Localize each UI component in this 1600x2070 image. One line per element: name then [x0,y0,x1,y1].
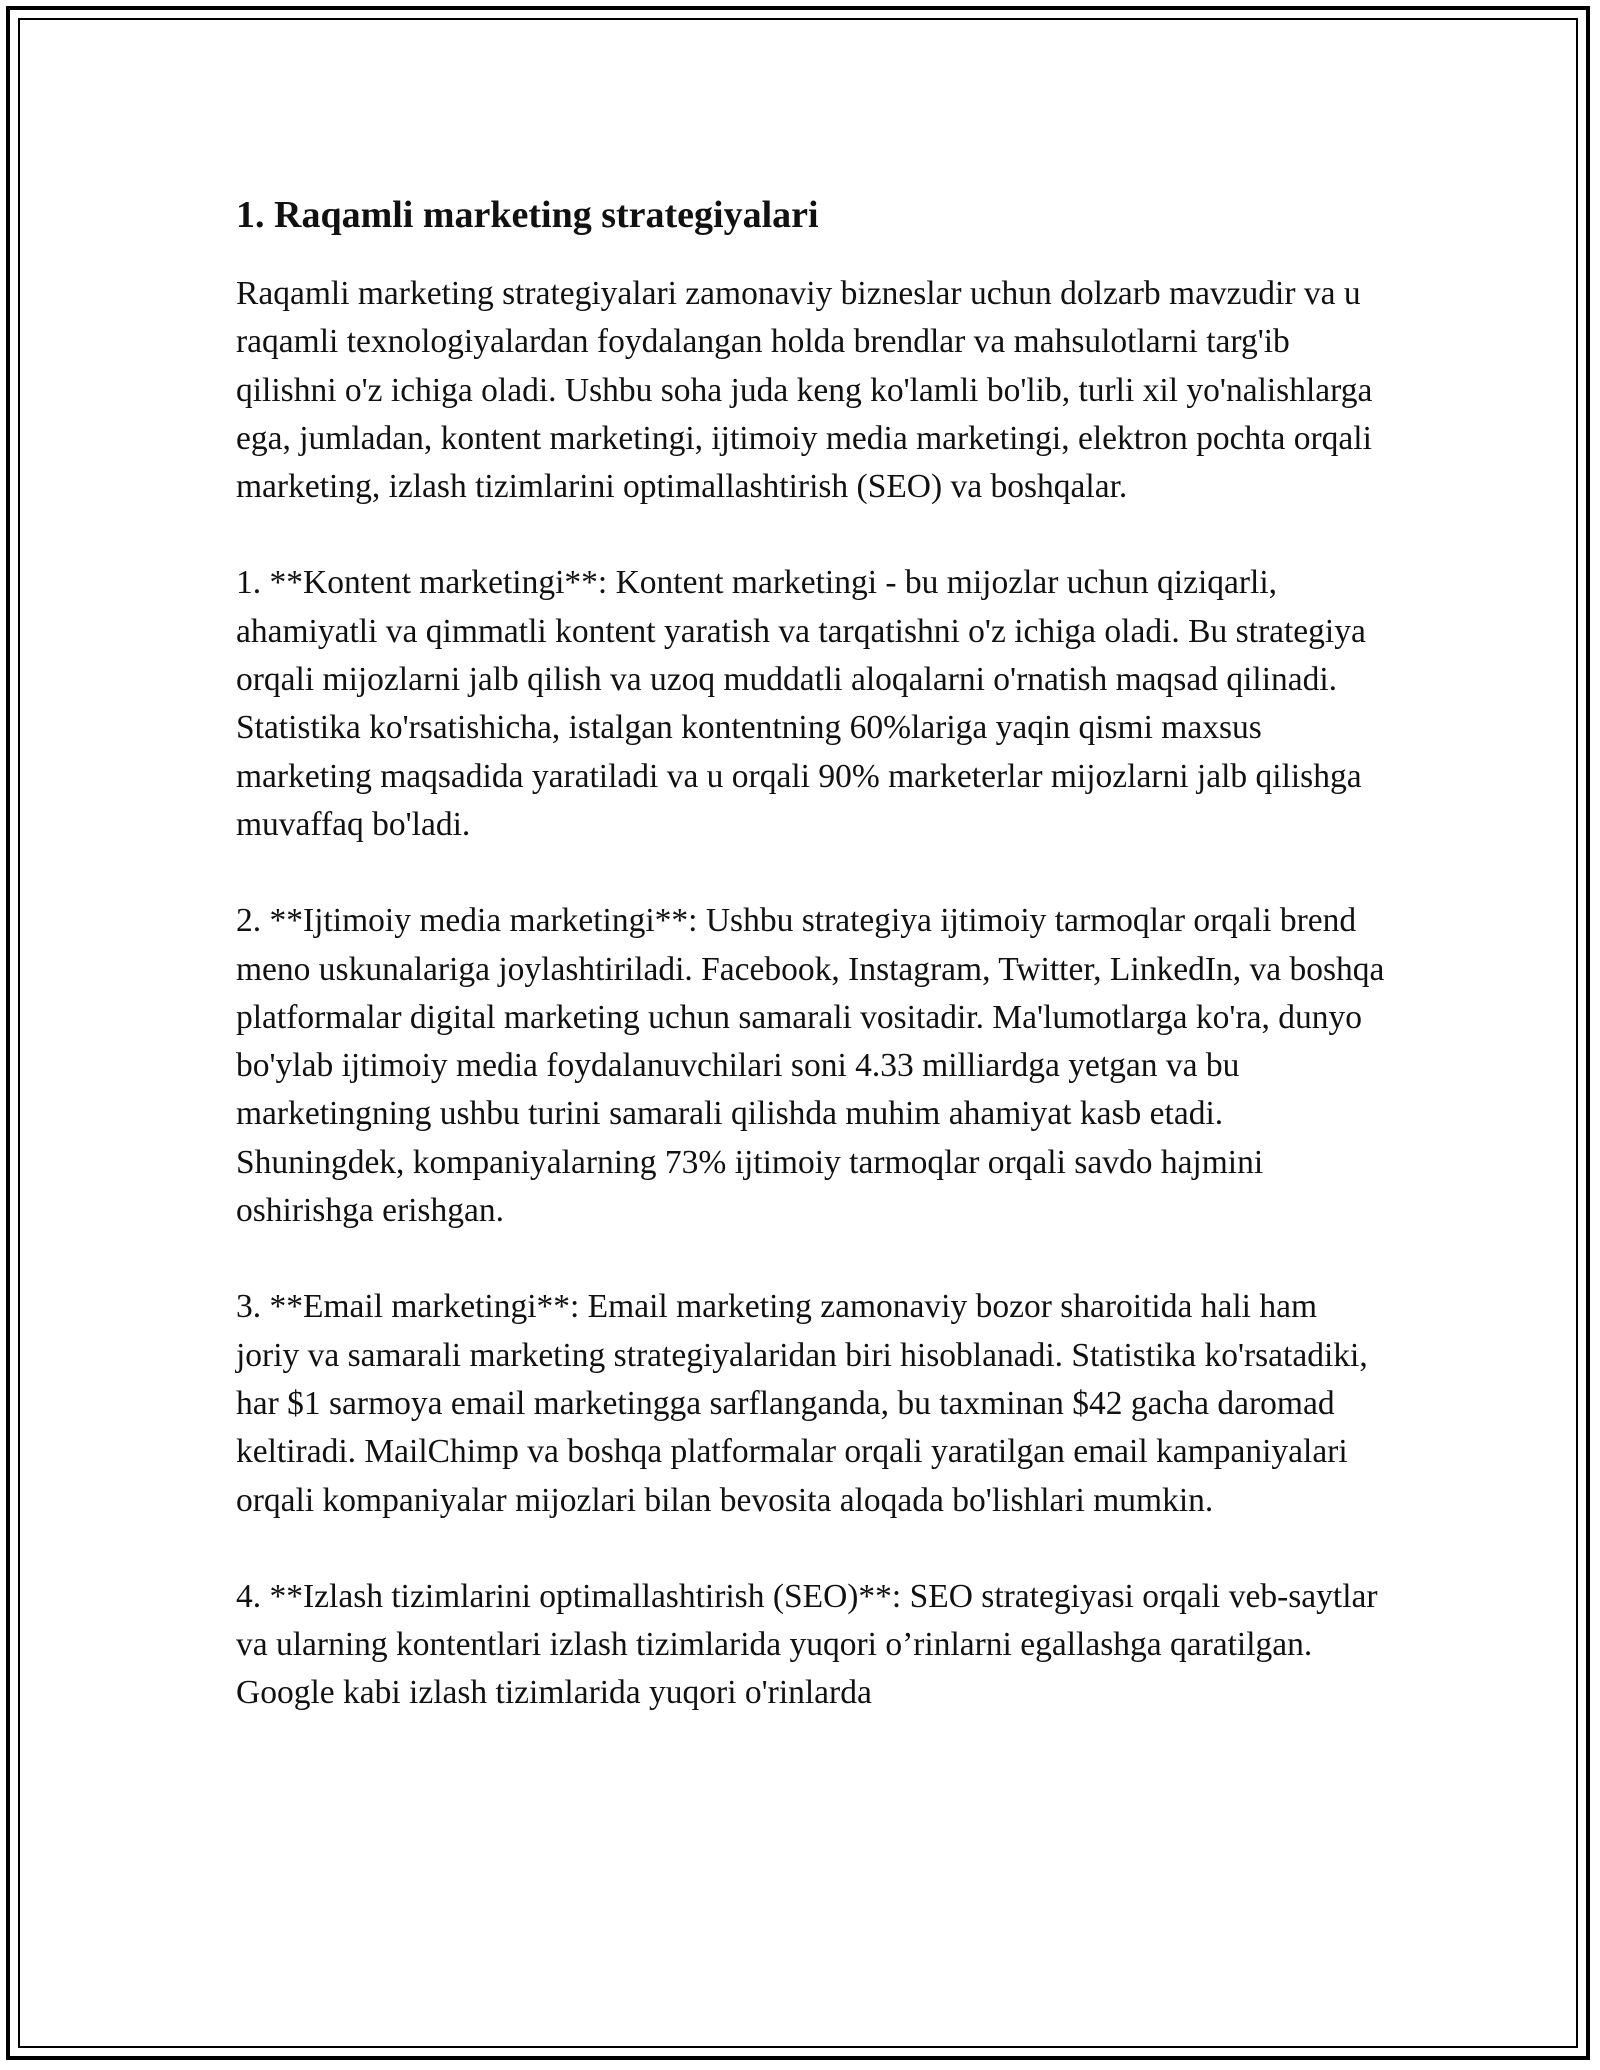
intro-paragraph: Raqamli marketing strategiyalari zamonaviy bizneslar uchun dolzarb mavzudir va u raqamli texnologiyalardan foydalangan holda brendlar va mahsulotlarni targ'ib qilishni o'z ichiga oladi. Ushbu soha juda keng ko'lamli bo'lib, turli xil yo'nalishlarga ega, jumladan, kontent marketingi, ijtimoiy media marketingi, elektron pochta orqali marketing, izlash tizimlarini optimallashtirish (SEO) va boshqalar. [236,275,1373,506]
document-title: 1. Raqamli marketing strategiyalari [236,194,819,236]
seo-paragraph: 4. **Izlash tizimlarini optimallashtirish (SEO)**: SEO strategiyasi orqali veb-saytlar va ularning kontentlari izlash tizimlarida yuqori o’rinlarni egallashga qaratilgan. Google kabi izlash tizimlarida yuqori o'rinlarda [236,1577,1378,1712]
content-marketing-paragraph: 1. **Kontent marketingi**: Kontent marketingi - bu mijozlar uchun qiziqarli, ahamiyatli va qimmatli kontent yaratish va tarqatishni o'z ichiga oladi. Bu strategiya orqali mijozlarni jalb qilish va uzoq muddatli aloqalarni o'rnatish maqsad qilinadi. Statistika ko'rsatishicha, istalgan kontentning 60%lariga yaqin qismi maxsus marketing maqsadida yaratiladi va u orqali 90% marketerlar mijozlarni jalb qilishga muvaffaq bo'ladi. [236,564,1366,843]
document-body [236,190,1386,1766]
social-media-marketing-paragraph: 2. **Ijtimoiy media marketingi**: Ushbu strategiya ijtimoiy tarmoqlar orqali brend meno uskunalariga joylashtiriladi. Facebook, Instagram, Twitter, LinkedIn, va boshqa platformalar digital marketing uchun samarali vositadir. Ma'lumotlarga ko'ra, dunyo bo'ylab ijtimoiy media foydalanuvchilari soni 4.33 milliardga yetgan va bu marketingning ushbu turini samarali qilishda muhim ahamiyat kasb etadi. Shuningdek, kompaniyalarning 73% ijtimoiy tarmoqlar orqali savdo hajmini oshirishga erishgan. [236,902,1385,1230]
email-marketing-paragraph: 3. **Email marketingi**: Email marketing zamonaviy bozor sharoitida hali ham joriy va samarali marketing strategiyalaridan biri hisoblanadi. Statistika ko'rsatadiki, har $1 sarmoya email marketingga sarflanganda, bu taxminan $42 gacha daromad keltiradi. MailChimp va boshqa platformalar orqali yaratilgan email kampaniyalari orqali kompaniyalar mijozlari bilan bevosita aloqada bo'lishlari mumkin. [236,1288,1368,1519]
